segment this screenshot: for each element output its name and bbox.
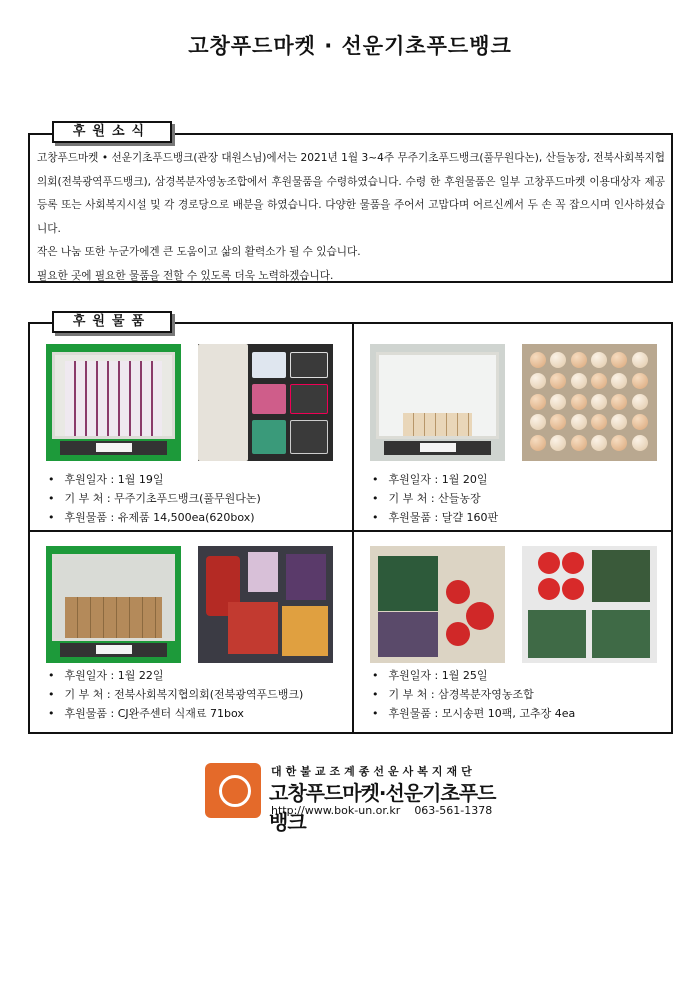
page-title: 고창푸드마켓 · 선운기초푸드뱅크	[188, 34, 512, 58]
donation-info	[48, 470, 261, 527]
truck-photo	[46, 344, 181, 461]
news-paragraph: 작은 나눔 또한 누군가에겐 큰 도움이고 삶의 활력소가 될 수 있습니다.	[37, 246, 361, 258]
donation-donor: • 기 부 처 : 산들농장	[372, 489, 498, 508]
donation-donor: • 기 부 처 : 삼경복분자영농조합	[372, 685, 575, 704]
food-items-photo	[198, 546, 333, 663]
donation-card	[354, 532, 674, 736]
yogurt-pack	[252, 384, 286, 414]
songpyeon-box-photo	[370, 546, 505, 663]
yogurt-pack	[252, 420, 286, 454]
donation-info	[48, 666, 303, 723]
news-paragraph: 필요한 곳에 필요한 물품을 전할 수 있도록 더욱 노력하겠습니다.	[37, 269, 334, 282]
donation-card	[354, 324, 674, 528]
dairy-boxes	[65, 361, 162, 436]
foundation-name: 대한불교조계종선운사복지재단	[271, 765, 476, 778]
cargo-area	[376, 352, 499, 439]
items-grid	[28, 322, 673, 734]
donation-date: • 후원일자 : 1월 25일	[372, 666, 575, 685]
footer-logo	[205, 763, 505, 834]
food-boxes	[65, 597, 162, 638]
truck-photo	[370, 344, 505, 461]
egg-tray-photo	[522, 344, 657, 461]
gochujang-photo	[522, 546, 657, 663]
donation-date: • 후원일자 : 1월 19일	[48, 470, 261, 489]
donation-goods: • 후원물품 : 모시송편 10팩, 고추장 4ea	[372, 704, 575, 723]
product-bag	[198, 344, 248, 461]
donation-info	[372, 470, 498, 527]
phone-number: 063-561-1378	[414, 804, 493, 817]
donation-donor: • 기 부 처 : 무주기초푸드뱅크(풀무원다논)	[48, 489, 261, 508]
donation-donor: • 기 부 처 : 전북사회복지협의회(전북광역푸드뱅크)	[48, 685, 303, 704]
oikos-pack	[290, 420, 328, 454]
donation-goods: • 후원물품 : 유제품 14,500ea(620box)	[48, 508, 261, 527]
oikos-pack	[290, 384, 328, 414]
items-tab-label: 후원물품	[52, 311, 172, 333]
donation-card	[30, 532, 350, 736]
foodbank-name: 고창푸드마켓·선운기초푸드뱅크	[269, 781, 496, 834]
yogurt-pack	[252, 352, 286, 378]
news-tab-label: 후원소식	[52, 121, 172, 143]
truck-photo	[46, 546, 181, 663]
donation-info	[372, 666, 575, 723]
donation-goods: • 후원물품 : CJ완주센터 식재료 71box	[48, 704, 303, 723]
dairy-products-photo	[198, 344, 333, 461]
news-paragraph: 고창푸드마켓 • 선운기초푸드뱅크(관장 대원스님)에서는 2021년 1월 3~4주 무주기초푸드뱅크(풀무원다논), 산들농장, 전북사회복지협의회(전북광역푸드뱅크), 삼경복분자영농조합에서 후원물품을 수령하였습니다. 수령 한 후원물품은 일부 고창푸드마켓 이용대상자 제공등록 또는 사회복지시설 및 각 경로당으로 배분을 하였습니다. 다양한 물품을 주어서 고맙다며 어르신께서 두 손 꼭 잡으시며 인사하셨습니다.	[37, 152, 665, 235]
cargo-area	[52, 554, 175, 641]
donation-goods: • 후원물품 : 달걀 160판	[372, 508, 498, 527]
license-plate	[420, 443, 456, 452]
website-url: http://www.bok-un.or.kr	[271, 804, 401, 817]
license-plate	[96, 443, 132, 452]
donation-card	[30, 324, 350, 528]
donation-date: • 후원일자 : 1월 22일	[48, 666, 303, 685]
egg-crates	[403, 413, 472, 436]
news-body	[30, 135, 671, 288]
foundation-logo-icon	[205, 763, 261, 818]
donation-date: • 후원일자 : 1월 20일	[372, 470, 498, 489]
license-plate	[96, 645, 132, 654]
contact-info	[271, 804, 492, 817]
oikos-pack	[290, 352, 328, 378]
cargo-area	[52, 352, 175, 439]
news-section	[28, 133, 673, 283]
